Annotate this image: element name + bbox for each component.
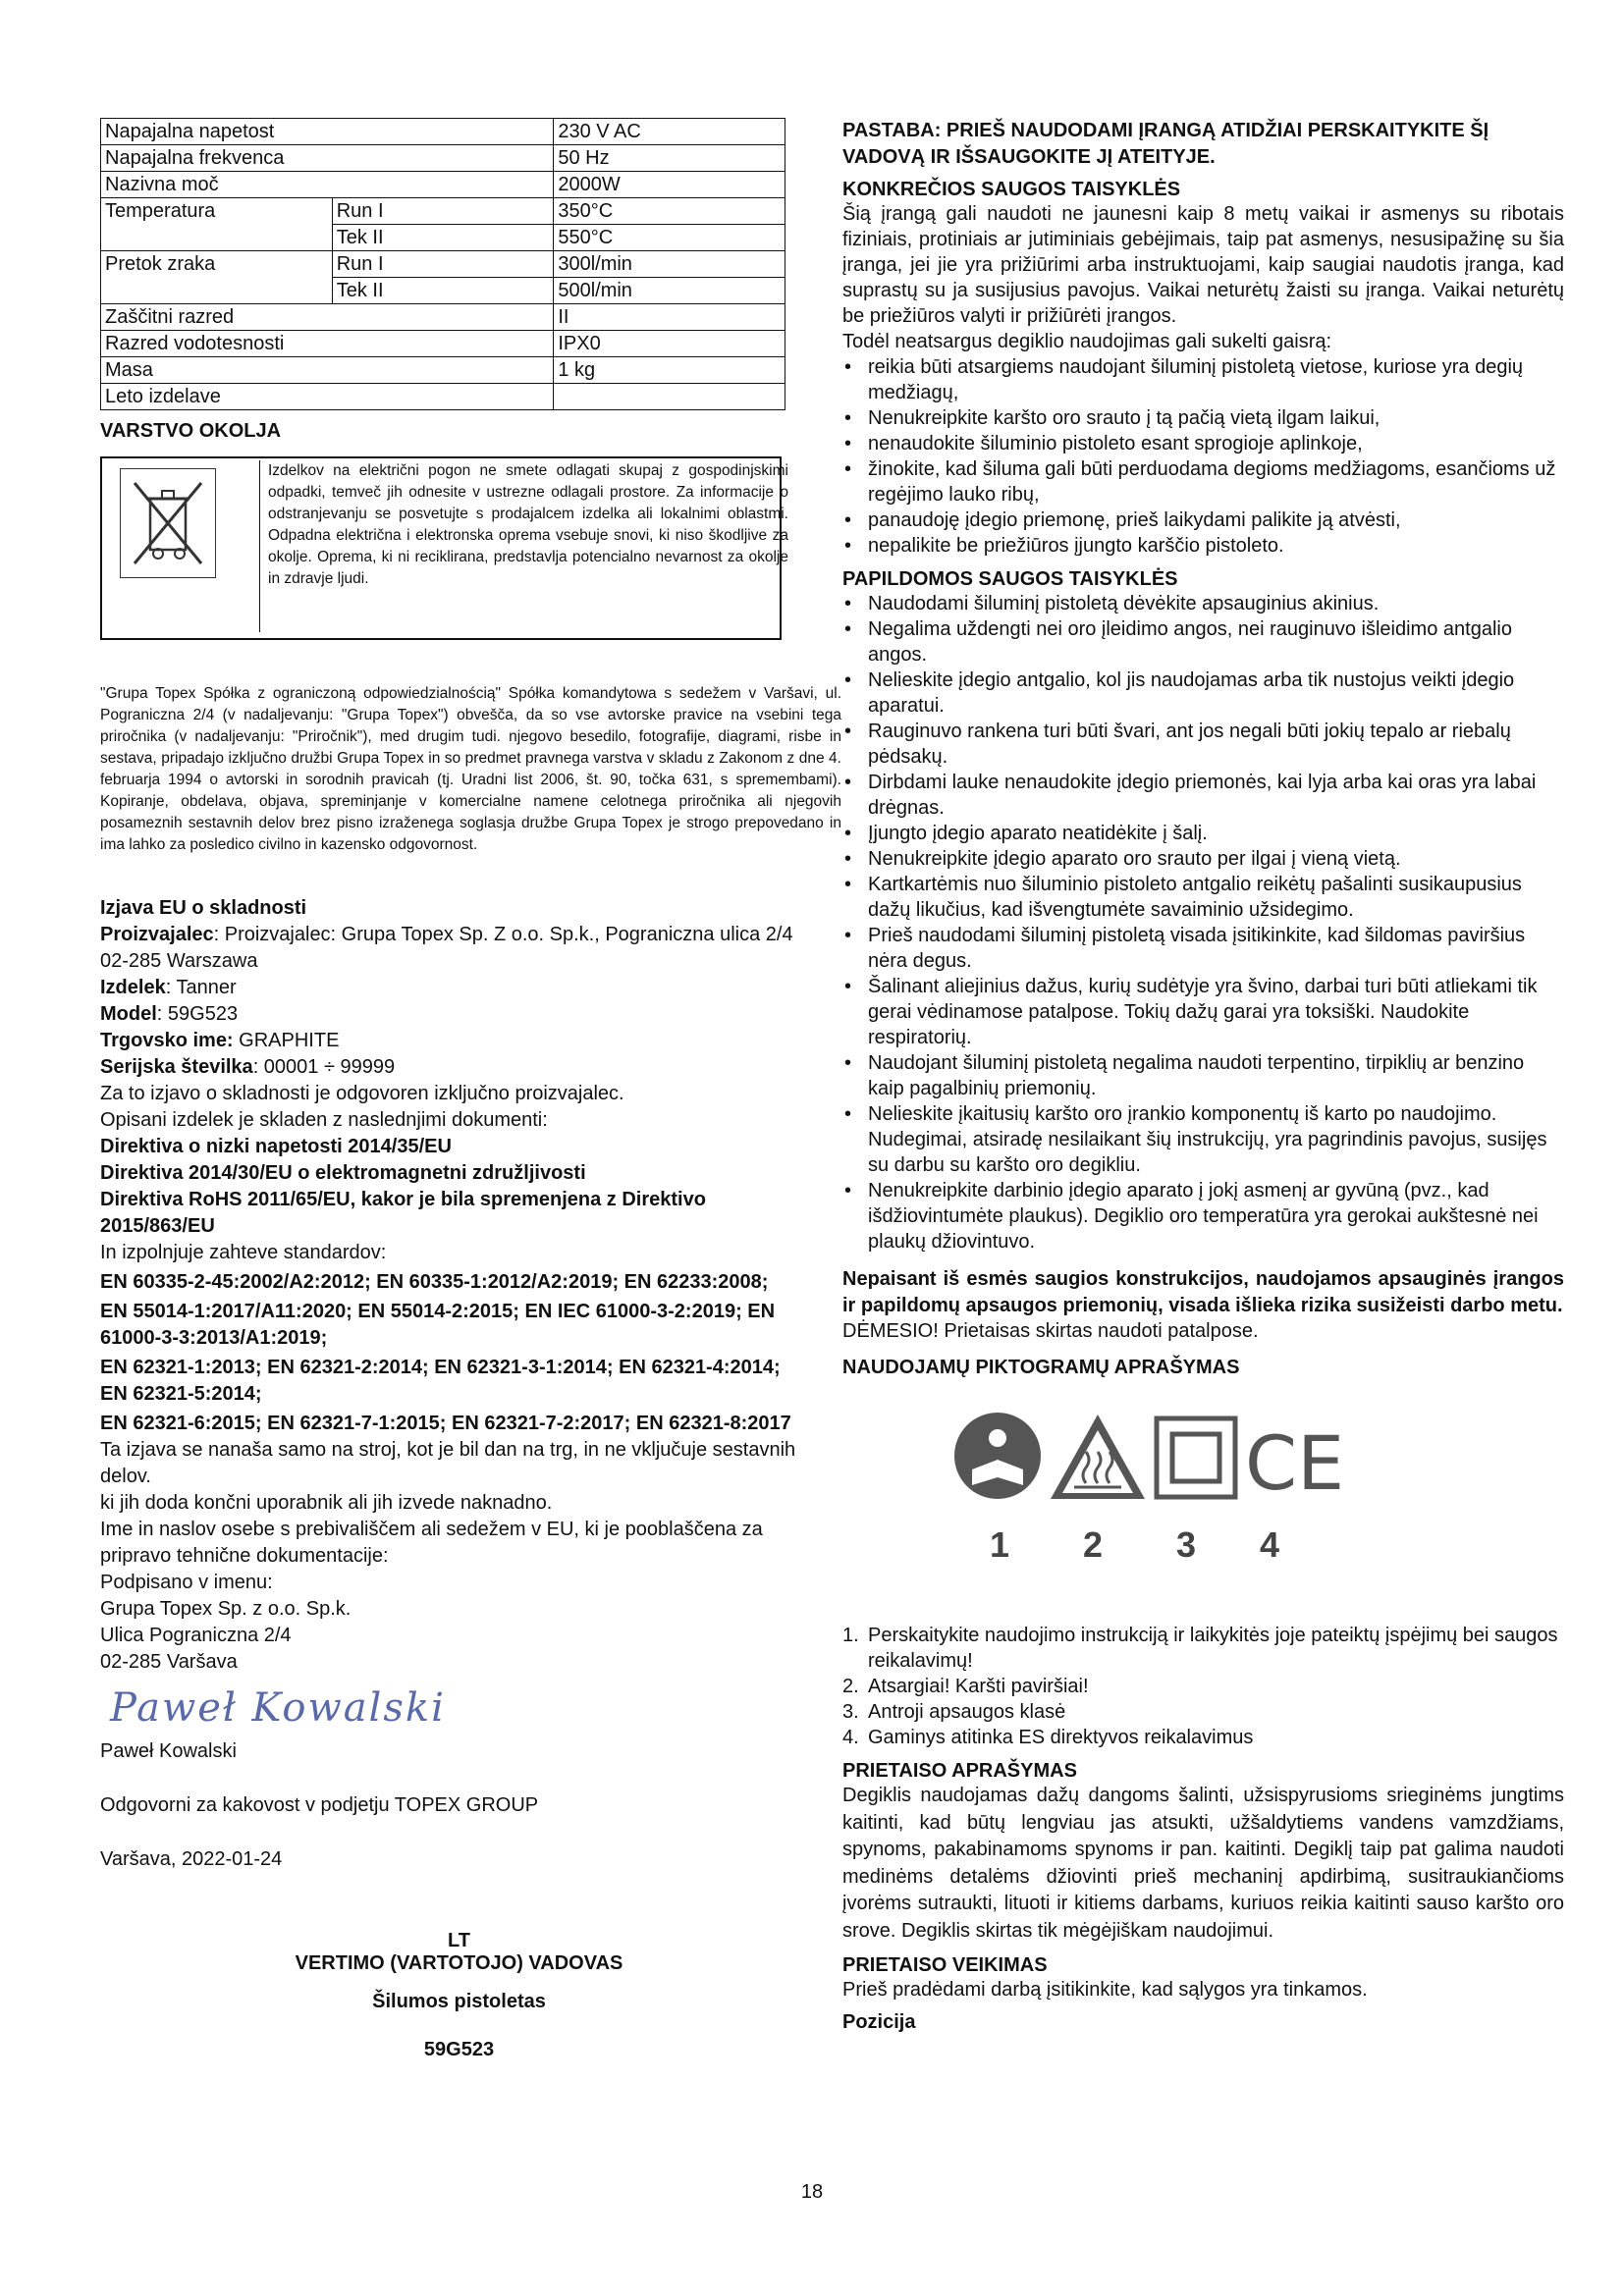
list-item: • reikia būti atsargiems naudojant šiluminį pistoletą vietose, kuriose yra degių medžiagų, bbox=[868, 354, 1564, 405]
list-item: • Naudojant šiluminį pistoletą negalima naudoti terpentino, tirpiklių ar benzino kaip pagalbinių priemonių. bbox=[868, 1050, 1564, 1101]
standard: EN 62321-1:2013; EN 62321-2:2014; EN 62321-3-1:2014; EN 62321-4:2014; EN 62321-5:2014; bbox=[100, 1357, 781, 1405]
list-item: • Negalima uždengti nei oro įleidimo angos, nei rauginuvo išleidimo antgalio angos. bbox=[868, 616, 1564, 667]
cover-model: 59G523 bbox=[423, 2039, 495, 2060]
picto-num: 2 bbox=[1083, 1524, 1104, 1565]
position-heading: Pozicija bbox=[842, 2011, 916, 2033]
safety-paragraph: Šią įrangą gali naudoti ne jaunesni kaip 8 metų vaikai ir asmenys su ribotais fiziniais, protiniais ar jutiminiais gebėjimais, taip pat asmenys, nesusipažinę su šia įranga, jei jie yra prižiūrimi arba instruktuojami, kaip saugiai naudotis įranga, kad suprastų su ja susijusius pavojus. Vaikai neturėtų žaisti su įranga. Vaikai neturėtų be priežiūros valyti ir prižiūrėti įrangos. bbox=[842, 203, 1564, 327]
spec-row bbox=[101, 278, 785, 304]
spec-cell-sub: Tek II bbox=[332, 225, 554, 251]
standard: EN 62321-6:2015; EN 62321-7-1:2015; EN 62321-7-2:2017; EN 62321-8:2017 bbox=[100, 1413, 791, 1434]
spec-cell-value: 350°C bbox=[554, 198, 785, 225]
spec-row bbox=[101, 304, 785, 331]
signer-role: Odgovorni za kakovost v podjetju TOPEX GROUP bbox=[100, 1794, 539, 1816]
decl-line: ki jih doda končni uporabnik ali jih izvede naknadno. bbox=[100, 1492, 553, 1514]
list-item: • žinokite, kad šiluma gali būti perduodama degioms medžiagoms, esančioms už regėjimo lauko ribų, bbox=[868, 456, 1564, 507]
cover-title: VERTIMO (VARTOTOJO) VADOVAS bbox=[295, 1952, 623, 1974]
list-item: • Nelieskite įdegio antgalio, kol jis naudojamas arba tik nustojus veikti įdegio aparatui. bbox=[868, 667, 1564, 719]
declaration-title: Izjava EU o skladnosti bbox=[100, 897, 307, 919]
spec-row bbox=[101, 331, 785, 357]
directive: Direktiva RoHS 2011/65/EU, kakor je bila spremenjena z Direktivo 2015/863/EU bbox=[100, 1189, 706, 1237]
directive: Direktiva o nizki napetosti 2014/35/EU bbox=[100, 1136, 452, 1157]
attention-note: DĖMESIO! Prietaisas skirtas naudoti patalpose. bbox=[842, 1320, 1259, 1342]
list-item: • nepalikite be priežiūros įjungto karščio pistoleto. bbox=[868, 533, 1564, 559]
serial: Serijska številka: 00001 ÷ 99999 bbox=[100, 1056, 396, 1078]
decl-line: Ulica Pograniczna 2/4 bbox=[100, 1625, 292, 1646]
spec-cell-label: Nazivna moč bbox=[101, 172, 554, 198]
list-item: • nenaudokite šiluminio pistoleto esant sprogioje aplinkoje, bbox=[868, 431, 1564, 456]
right-column bbox=[842, 118, 1564, 2034]
decl-line: Ta izjava se nanaša samo na stroj, kot je bil dan na trg, in ne vključuje sestavnih delov. bbox=[100, 1439, 796, 1487]
additional-safety-heading: PAPILDOMOS SAUGOS TAISYKLĖS bbox=[842, 568, 1178, 590]
list-item: • Nenukreipkite įdegio aparato oro srauto per ilgai į vieną vietą. bbox=[868, 846, 1564, 872]
spec-row bbox=[101, 198, 785, 225]
list-item: • Rauginuvo rankena turi būti švari, ant jos negali būti jokių tepalo ar riebalų pėdsakų. bbox=[868, 719, 1564, 770]
pictogram-list-item bbox=[842, 1674, 1564, 1699]
spec-cell-label: Zaščitni razred bbox=[101, 304, 554, 331]
list-text: Antroji apsaugos klasė bbox=[868, 1701, 1066, 1723]
list-item: • Nenukreipkite darbinio įdegio aparato į jokį asmenį ar gyvūną (pvz., kad išdžiovintumėte plaukus). Degiklio oro temperatūra yra gerokai aukštesnė nei plaukų džiovintuvo. bbox=[868, 1178, 1564, 1255]
device-description: Degiklis naudojamas dažų dangoms šalinti, užsispyrusioms srieginėms jungtims kaitinti, kad būtų lengviau jas atsukti, užšaldytiems vandens vamzdžiams, spynoms, pakabinamoms spynoms ir pan. kaitinti. Degiklį taip pat galima naudoti medinėms detalėms džiovinti prieš mechaninį apdirbimą, susitraukiančioms įvorėms sutraukti, lituoti ir kitiems darbams, kuriuos reikia kaitinti sauso karšto oro srove. Degiklis skirtas tik mėgėjiškam naudojimui. bbox=[842, 1785, 1564, 1942]
page-number: 18 bbox=[800, 2181, 824, 2203]
spec-cell-value: II bbox=[554, 304, 785, 331]
spec-cell-label: Temperatura bbox=[101, 198, 333, 225]
picto-num: 1 bbox=[990, 1524, 1010, 1565]
list-number: 4. bbox=[842, 1727, 859, 1748]
spec-cell-sub: Tek II bbox=[332, 278, 554, 304]
directive: Direktiva 2014/30/EU o elektromagnetni združljivosti bbox=[100, 1162, 586, 1184]
env-text: Izdelkov na električni pogon ne smete odlagati skupaj z gospodinjskimi odpadki, temveč jih odnesite v ustrezne odlagali prostore. Za informacije o odstranjevanju se posvetujte s prodajalcem izdelka ali lokalnimi oblastmi. Odpadna električna i elektronska oprema vsebuje snovi, ki niso škodljive za okolje. Oprema, ki ni reciklirana, predstavlja potencialno nevarnost za okolje in zdravje ljudi. bbox=[259, 460, 788, 632]
pictogram-heading: NAUDOJAMŲ PIKTOGRAMŲ APRAŠYMAS bbox=[842, 1357, 1240, 1378]
list-text: Perskaitykite naudojimo instrukciją ir laikykitės joje pateiktų įspėjimų bei saugos reikalavimų! bbox=[868, 1625, 1558, 1672]
list-text: Gaminys atitinka ES direktyvos reikalavimus bbox=[868, 1727, 1254, 1748]
spec-cell-value: 2000W bbox=[554, 172, 785, 198]
device-description-heading: PRIETAISO APRAŠYMAS bbox=[842, 1760, 1077, 1782]
pictogram-list-item bbox=[842, 1699, 1564, 1725]
spec-row bbox=[101, 119, 785, 145]
spec-row bbox=[101, 357, 785, 384]
cover-lang: LT bbox=[448, 1930, 470, 1951]
spec-cell-value bbox=[554, 384, 785, 410]
spec-cell-label: Pretok zraka bbox=[101, 251, 333, 278]
additional-safety-list bbox=[842, 591, 1564, 1255]
spec-cell-label: Masa bbox=[101, 357, 554, 384]
cover-block bbox=[191, 1930, 727, 2061]
spec-cell-label bbox=[101, 225, 333, 251]
spec-cell-value: 500l/min bbox=[554, 278, 785, 304]
picto-num: 4 bbox=[1260, 1524, 1280, 1565]
spec-cell-value: 230 V AC bbox=[554, 119, 785, 145]
spec-cell-label bbox=[101, 278, 333, 304]
device-operation-heading: PRIETAISO VEIKIMAS bbox=[842, 1954, 1048, 1976]
spec-cell-value: 550°C bbox=[554, 225, 785, 251]
pictogram-list-item bbox=[842, 1623, 1564, 1674]
declaration bbox=[100, 895, 805, 1873]
standard: EN 60335-2-45:2002/A2:2012; EN 60335-1:2012/A2:2019; EN 62233:2008; bbox=[100, 1271, 769, 1293]
spec-cell-value: 300l/min bbox=[554, 251, 785, 278]
list-item: • Naudodami šiluminį pistoletą dėvėkite apsauginius akinius. bbox=[868, 591, 1564, 616]
pictogram-list-item bbox=[842, 1725, 1564, 1750]
spec-cell-label: Leto izdelave bbox=[101, 384, 554, 410]
list-item: • Įjungto įdegio aparato neatidėkite į šalį. bbox=[868, 821, 1564, 846]
place-date: Varšava, 2022-01-24 bbox=[100, 1848, 283, 1870]
spec-cell-value: 1 kg bbox=[554, 357, 785, 384]
copyright-text: "Grupa Topex Spółka z ograniczoną odpowiedzialnością" Spółka komandytowa s sedežem v Varšavi, ul. Pograniczna 2/4 (v nadaljevanju: "Grupa Topex") obvešča, da so vse avtorske pravice na vsebini tega priročnika (v nadaljevanju: "Priročnik"), med drugim tudi. njegovo besedilo, fotografije, diagrami, risbe in sestava, pripadajo izključno družbi Grupa Topex in so predmet pravnega varstva v skladu z Zakonom z dne 4. februarja 1994 o avtorski in sorodnih pravicah (tj. Uradni list 2006, št. 90, točka 631, s spremembami). Kopiranje, obdelava, objava, spreminjanje v komercialne namene celotnega priročnika ali njegovih posameznih sestavnih delov brez pisno izraženega soglasja družbe Grupa Topex je strogo prepovedano in ima lahko za posledico civilno in kazensko odgovornost. bbox=[100, 685, 841, 853]
spec-cell-value: 50 Hz bbox=[554, 145, 785, 172]
list-number: 3. bbox=[842, 1701, 859, 1723]
list-item: • Nelieskite įkaitusių karšto oro įrankio komponentų iš karto po naudojimo. Nudegimai, atsiradę nesilaikant šių instrukcijų, yra pagrindinis pavojus, susijęs su darbu su karšto oro degikliu. bbox=[868, 1101, 1564, 1178]
spec-row bbox=[101, 384, 785, 410]
ce-mark-icon: CE bbox=[1245, 1419, 1345, 1507]
read-manual-icon bbox=[954, 1413, 1041, 1499]
device-operation: Prieš pradėdami darbą įsitikinkite, kad sąlygos yra tinkamos. bbox=[842, 1979, 1368, 2001]
hot-surface-icon bbox=[1051, 1415, 1145, 1499]
spec-cell-label: Razred vodotesnosti bbox=[101, 331, 554, 357]
residual-risk-warning: Nepaisant iš esmės saugios konstrukcijos, naudojamos apsauginės įrangos ir papildomų apsaugos priemonių, visada išlieka rizika susižeisti darbo metu. bbox=[842, 1268, 1564, 1316]
spec-cell-label: Napajalna napetost bbox=[101, 119, 554, 145]
decl-line: Grupa Topex Sp. z o.o. Sp.k. bbox=[100, 1598, 352, 1620]
weee-box bbox=[100, 456, 788, 640]
decl-line: Podpisano v imenu: bbox=[100, 1572, 273, 1593]
note-heading: PASTABA: PRIEŠ NAUDODAMI ĮRANGĄ ATIDŽIAI PERSKAITYKITE ŠĮ VADOVĄ IR IŠSAUGOKITE JĮ ATEITYJE. bbox=[842, 120, 1489, 168]
producer: Proizvajalec: Proizvajalec: Grupa Topex Sp. Z o.o. Sp.k., Pograniczna ulica 2/4 02-285 Warszawa bbox=[100, 924, 793, 972]
decl-line: Za to izjavo o skladnosti je odgovoren izključno proizvajalec. bbox=[100, 1083, 624, 1104]
fire-list bbox=[842, 354, 1564, 559]
cover-product: Šilumos pistoletas bbox=[372, 1991, 546, 2012]
model: Model: 59G523 bbox=[100, 1003, 239, 1025]
signature: Paweł Kowalski bbox=[110, 1685, 446, 1731]
signer-name: Paweł Kowalski bbox=[100, 1740, 237, 1762]
product: Izdelek: Tanner bbox=[100, 977, 237, 998]
standard: EN 55014-1:2017/A11:2020; EN 55014-2:2015; EN IEC 61000-3-2:2019; EN 61000-3-3:2013/A1:2019; bbox=[100, 1301, 776, 1349]
pictogram-list bbox=[842, 1623, 1564, 1750]
list-item: • Šalinant aliejinius dažus, kurių sudėtyje yra švino, darbai turi būti atliekami tik gerai vėdinamose patalpose. Tokių dažų garai yra toksiški. Naudokite respiratorių. bbox=[868, 974, 1564, 1050]
spec-row bbox=[101, 251, 785, 278]
list-item: • Nenukreipkite karšto oro srauto į tą pačią vietą ilgam laikui, bbox=[868, 405, 1564, 431]
decl-line: In izpolnjuje zahteve standardov: bbox=[100, 1242, 387, 1263]
env-heading: VARSTVO OKOLJA bbox=[100, 420, 282, 442]
spec-cell-value: IPX0 bbox=[554, 331, 785, 357]
spec-row bbox=[101, 145, 785, 172]
list-item: • Dirbdami lauke nenaudokite įdegio priemonės, kai lyja arba kai oras yra labai drėgnas. bbox=[868, 770, 1564, 821]
spec-table bbox=[100, 118, 785, 410]
list-number: 2. bbox=[842, 1676, 859, 1697]
list-text: Atsargiai! Karšti paviršiai! bbox=[868, 1676, 1089, 1697]
decl-line: Opisani izdelek je skladen z naslednjimi dokumenti: bbox=[100, 1109, 548, 1131]
spec-cell-label: Napajalna frekvenca bbox=[101, 145, 554, 172]
fire-intro: Todėl neatsargus degiklio naudojimas gali sukelti gaisrą: bbox=[842, 331, 1332, 352]
spec-cell-sub: Run I bbox=[332, 251, 554, 278]
pictograms bbox=[842, 1401, 1564, 1587]
decl-line: 02-285 Varšava bbox=[100, 1651, 238, 1673]
decl-line: Ime in naslov osebe s prebivališčem ali sedežem v EU, ki je pooblaščena za pripravo tehnične dokumentacije: bbox=[100, 1519, 763, 1567]
trade-name: Trgovsko ime: GRAPHITE bbox=[100, 1030, 340, 1051]
list-number: 1. bbox=[842, 1625, 859, 1646]
class-ii-icon bbox=[1157, 1418, 1235, 1497]
crossed-bin-icon bbox=[120, 468, 216, 578]
pictogram-icons bbox=[950, 1409, 1363, 1507]
picto-num: 3 bbox=[1176, 1524, 1197, 1565]
list-item: • Kartkartėmis nuo šiluminio pistoleto antgalio reikėtų pašalinti susikaupusius dažų likučius, kad išvengtumėte savaiminio užsidegimo. bbox=[868, 872, 1564, 923]
specific-safety-heading: KONKREČIOS SAUGOS TAISYKLĖS bbox=[842, 179, 1181, 200]
list-item: • Prieš naudodami šiluminį pistoletą visada įsitikinkite, kad šildomas paviršius nėra degus. bbox=[868, 923, 1564, 974]
spec-row bbox=[101, 172, 785, 198]
spec-row bbox=[101, 225, 785, 251]
spec-cell-sub: Run I bbox=[332, 198, 554, 225]
left-column bbox=[100, 118, 841, 2061]
list-item: • panaudoję įdegio priemonę, prieš laikydami palikite ją atvėsti, bbox=[868, 507, 1564, 533]
